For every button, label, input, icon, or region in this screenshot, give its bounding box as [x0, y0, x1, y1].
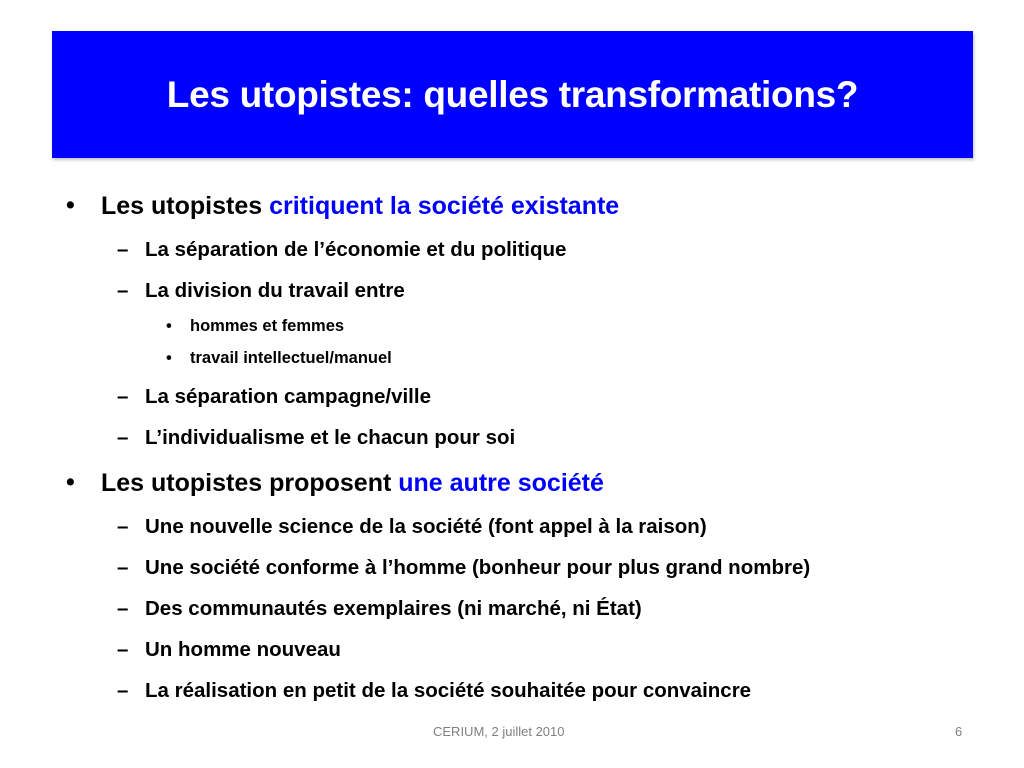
- dash-marker: –: [117, 426, 129, 449]
- sub-sub-item-text: hommes et femmes: [190, 317, 345, 335]
- dash-marker: –: [117, 385, 129, 408]
- sub-sub-item-text: travail intellectuel/manuel: [190, 349, 392, 367]
- sub-item-text: Une société conforme à l’homme (bonheur pour plus grand nombre): [145, 556, 811, 579]
- dash-marker: –: [117, 515, 129, 538]
- sub-item-text: Des communautés exemplaires (ni marché, ni État): [145, 597, 642, 620]
- bullet-text: [101, 192, 619, 221]
- bullet-highlight: une autre société: [398, 469, 604, 497]
- bullet-marker: •: [66, 468, 75, 496]
- bullet-marker: •: [166, 349, 172, 367]
- dash-marker: –: [117, 556, 129, 579]
- bullet-plain-text: Les utopistes proposent: [101, 469, 399, 497]
- page-number: 6: [955, 724, 963, 739]
- sub-item-text: Un homme nouveau: [145, 638, 341, 661]
- dash-marker: –: [117, 238, 129, 261]
- bullet-text: [101, 469, 604, 498]
- bullet-highlight: critiquent la société existante: [269, 192, 620, 220]
- sub-item-text: La division du travail entre: [145, 279, 405, 302]
- bullet-marker: •: [166, 317, 172, 335]
- dash-marker: –: [117, 638, 129, 661]
- sub-item-text: La réalisation en petit de la société souhaitée pour convaincre: [145, 679, 752, 702]
- slide-title: Les utopistes: quelles transformations?: [166, 73, 859, 115]
- bullet-plain-text: Les utopistes: [101, 192, 270, 220]
- dash-marker: –: [117, 597, 129, 620]
- sub-item-text: Une nouvelle science de la société (font appel à la raison): [145, 515, 707, 538]
- footer-text: CERIUM, 2 juillet 2010: [433, 724, 565, 739]
- bullet-marker: •: [66, 191, 75, 219]
- dash-marker: –: [117, 279, 129, 302]
- sub-item-text: L’individualisme et le chacun pour soi: [145, 426, 516, 449]
- sub-item-text: La séparation de l’économie et du politique: [145, 238, 567, 261]
- sub-item-text: La séparation campagne/ville: [145, 385, 431, 408]
- dash-marker: –: [117, 679, 129, 702]
